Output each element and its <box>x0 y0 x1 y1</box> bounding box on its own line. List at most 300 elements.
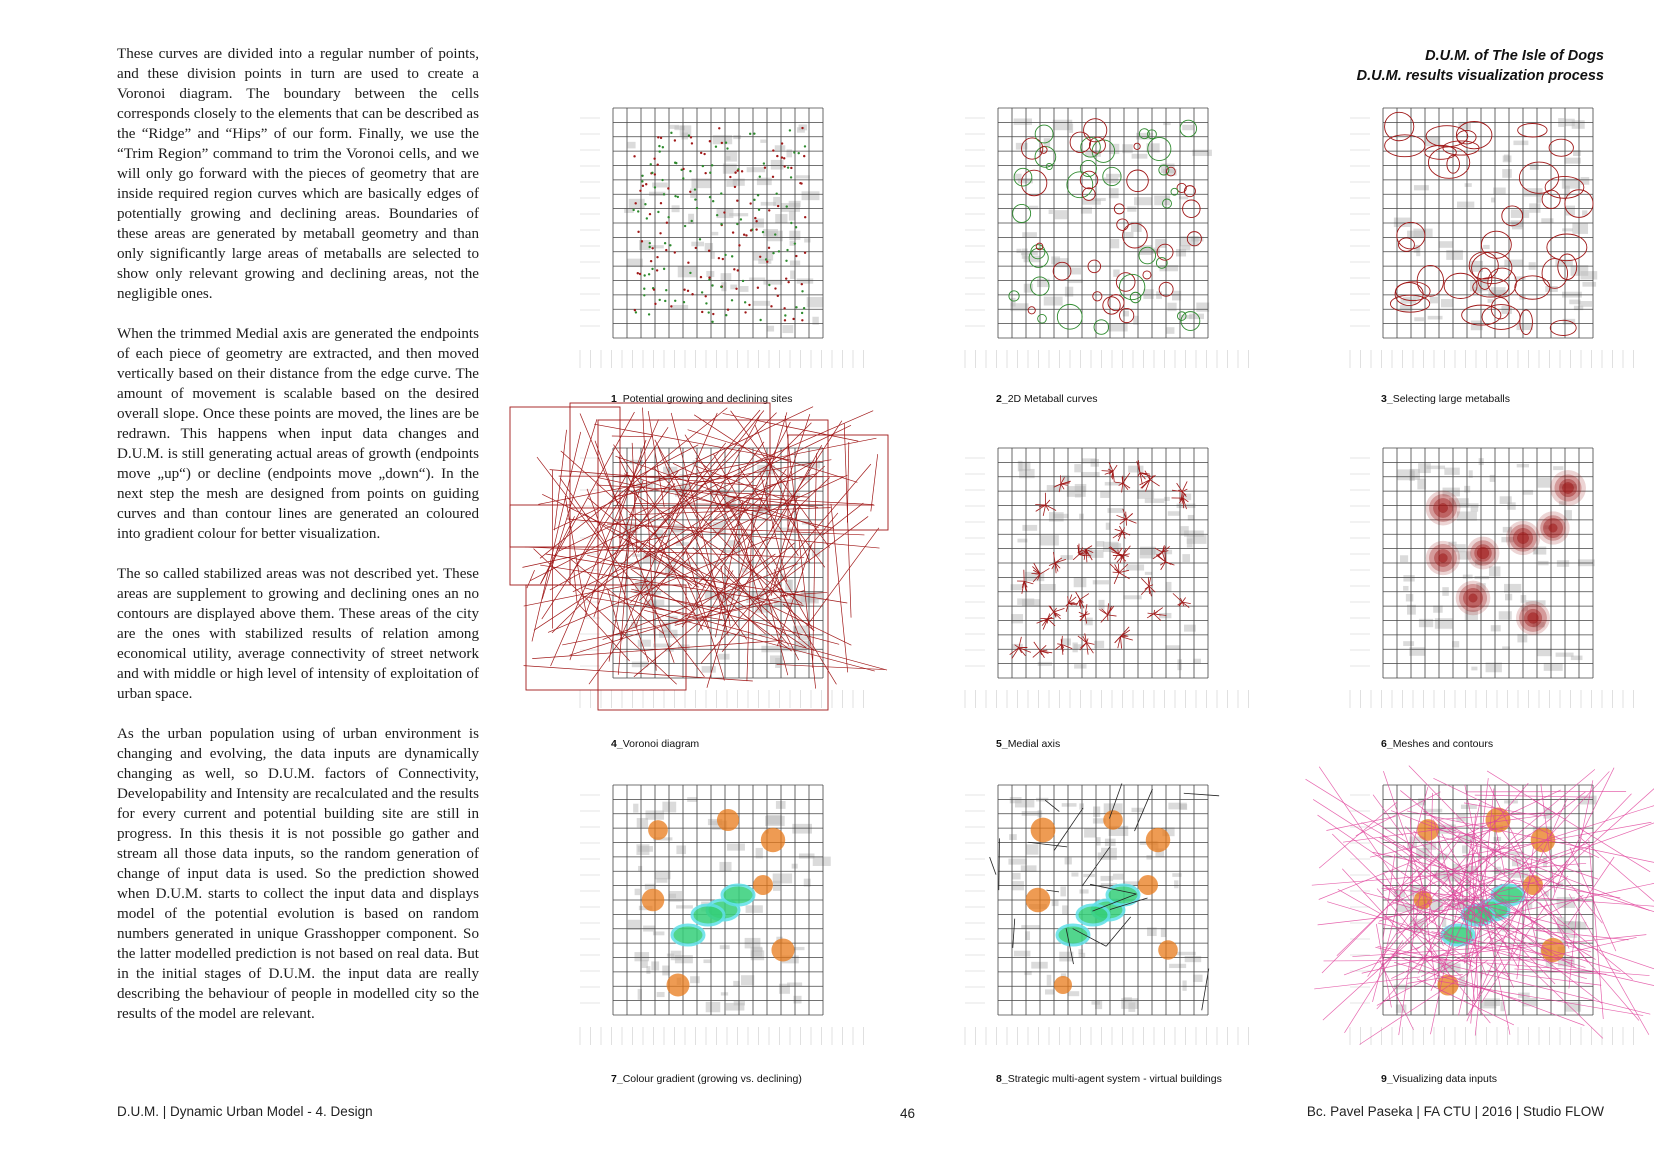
site-dot <box>649 213 651 215</box>
site-dot <box>801 319 803 321</box>
site-dot <box>665 289 667 291</box>
site-dot <box>659 232 661 234</box>
site-dot <box>634 202 636 204</box>
building-footprint <box>1541 218 1553 223</box>
building-footprint <box>1484 998 1500 1006</box>
site-dot <box>641 180 643 182</box>
building-footprint <box>1557 560 1569 567</box>
data-input-line <box>1319 858 1422 900</box>
medial-axis-line <box>1120 636 1121 648</box>
site-dot <box>694 198 696 200</box>
site-dot <box>754 217 756 219</box>
panel-8-drawing <box>963 782 1263 1062</box>
building-footprint <box>1457 202 1474 208</box>
building-footprint <box>1499 611 1512 619</box>
building-footprint <box>635 889 640 895</box>
declining-area <box>642 889 665 912</box>
site-dot <box>715 145 717 147</box>
building-footprint <box>1545 286 1557 292</box>
site-dot <box>674 300 676 302</box>
medial-axis-line <box>1141 578 1149 586</box>
panel-2-label: 2D Metaball curves <box>1007 393 1098 405</box>
building-footprint <box>1146 855 1152 859</box>
site-dot <box>654 173 656 175</box>
site-dot <box>755 220 757 222</box>
building-footprint <box>1502 169 1512 178</box>
building-footprint <box>782 325 793 333</box>
voronoi-edge <box>562 602 779 645</box>
site-dot <box>720 286 722 288</box>
building-footprint <box>1126 564 1144 570</box>
metaball-curve <box>1117 219 1129 231</box>
building-footprint <box>1483 245 1490 249</box>
declining-area <box>1026 888 1051 913</box>
building-footprint <box>1081 472 1100 477</box>
medial-axis-line <box>1123 477 1127 483</box>
building-footprint <box>1138 245 1152 255</box>
site-dot <box>718 127 720 129</box>
site-dot <box>803 155 805 157</box>
building-footprint <box>802 191 820 200</box>
large-metaball <box>1481 231 1511 258</box>
site-dot <box>712 200 714 202</box>
declining-area <box>753 875 773 895</box>
medial-axis-line <box>1110 564 1119 573</box>
site-dot <box>759 319 761 321</box>
agent-link <box>1046 890 1059 892</box>
building-footprint <box>1132 154 1148 159</box>
building-footprint <box>790 271 795 279</box>
building-footprint <box>1045 989 1054 994</box>
site-dot <box>656 269 658 271</box>
site-dot <box>669 244 671 246</box>
panel-3-caption <box>1381 393 1510 405</box>
site-dot <box>804 252 806 254</box>
site-dot <box>758 209 760 211</box>
building-footprint <box>649 245 664 248</box>
building-footprint <box>1021 865 1037 871</box>
voronoi-cell <box>788 435 888 530</box>
contour-ring <box>1439 554 1448 563</box>
panel-3-label: Selecting large metaballs <box>1392 393 1511 405</box>
large-metaball <box>1547 234 1587 261</box>
site-dot <box>804 145 806 147</box>
site-dot <box>792 318 794 320</box>
building-footprint <box>636 844 649 855</box>
building-footprint <box>1039 535 1058 545</box>
building-footprint <box>1185 956 1202 962</box>
building-footprint <box>1403 641 1414 646</box>
growing-area <box>722 885 754 905</box>
building-footprint <box>1068 279 1082 283</box>
building-footprint <box>1406 594 1413 602</box>
site-dot <box>801 283 803 285</box>
site-dot <box>650 163 652 165</box>
building-footprint <box>657 992 665 997</box>
building-footprint <box>1168 511 1180 516</box>
large-metaball <box>1520 310 1533 335</box>
building-footprint <box>632 662 648 668</box>
building-footprint <box>1433 606 1442 613</box>
medial-axis-line <box>1073 555 1079 560</box>
building-footprint <box>1582 282 1596 287</box>
building-footprint <box>1011 584 1024 590</box>
site-dot <box>682 177 684 179</box>
building-footprint <box>1093 806 1100 816</box>
site-dot <box>787 166 789 168</box>
site-dot <box>731 299 733 301</box>
metaball-curve <box>1067 172 1093 198</box>
data-input-line <box>1343 813 1560 842</box>
panel-3-drawing <box>1348 105 1648 385</box>
building-footprint <box>766 815 781 825</box>
building-footprint <box>1079 514 1084 519</box>
declining-area <box>1103 810 1123 830</box>
contour-ring <box>1562 482 1573 493</box>
site-dot <box>702 165 704 167</box>
medial-axis-line <box>1165 552 1166 562</box>
panel-8-number: 8_ <box>996 1073 1008 1085</box>
site-dot <box>663 268 665 270</box>
building-footprint <box>740 286 749 292</box>
contour-ring <box>1517 532 1528 543</box>
building-footprint <box>726 156 730 160</box>
site-dot <box>775 193 777 195</box>
declining-area <box>717 809 739 831</box>
site-dot <box>789 129 791 131</box>
site-dot <box>696 207 698 209</box>
declining-area <box>1031 818 1056 843</box>
building-footprint <box>1580 271 1597 279</box>
building-footprint <box>1465 183 1472 187</box>
site-dot <box>670 305 672 307</box>
panel-2-caption <box>996 393 1098 405</box>
site-dot <box>759 176 761 178</box>
site-dot <box>666 222 668 224</box>
data-input-line <box>1569 894 1649 1035</box>
building-footprint <box>1127 206 1136 211</box>
site-dot <box>801 127 803 129</box>
building-footprint <box>702 666 716 673</box>
metaball-curve <box>1057 304 1082 329</box>
data-input-line <box>1475 795 1593 797</box>
site-dot <box>633 155 635 157</box>
voronoi-edge <box>644 610 875 671</box>
site-dot <box>657 211 659 213</box>
declining-area <box>1054 976 1072 994</box>
site-dot <box>667 216 669 218</box>
agent-link <box>1054 808 1083 850</box>
site-dot <box>777 205 779 207</box>
contour-ring <box>1469 594 1477 602</box>
site-dot <box>768 209 770 211</box>
metaball-curve <box>1143 271 1151 279</box>
site-dot <box>734 171 736 173</box>
site-dot <box>734 186 736 188</box>
panel-8-label: Strategic multi-agent system - virtual buildings <box>1007 1073 1222 1085</box>
voronoi-edge <box>613 445 746 640</box>
building-footprint <box>1161 928 1167 937</box>
medial-axis-line <box>1010 648 1019 655</box>
medial-axis-line <box>1173 593 1182 602</box>
building-footprint <box>1504 800 1518 803</box>
building-footprint <box>1061 555 1073 560</box>
building-footprint <box>1074 464 1081 472</box>
site-dot <box>801 312 803 314</box>
site-dot <box>691 293 693 295</box>
building-footprint <box>1505 594 1512 601</box>
site-dot <box>682 168 684 170</box>
building-footprint <box>1068 268 1081 275</box>
site-dot <box>790 222 792 224</box>
building-footprint <box>1501 306 1511 314</box>
site-dot <box>643 294 645 296</box>
building-footprint <box>1462 845 1467 853</box>
building-footprint <box>1069 124 1073 133</box>
building-footprint <box>676 845 686 854</box>
building-footprint <box>773 873 792 883</box>
panel-5-caption <box>996 738 1060 750</box>
building-footprint <box>1517 634 1527 642</box>
building-footprint <box>1439 241 1453 248</box>
building-footprint <box>712 232 719 236</box>
site-dot <box>772 252 774 254</box>
site-dot <box>764 167 766 169</box>
voronoi-edge <box>532 432 581 642</box>
medial-axis-line <box>1076 592 1080 600</box>
site-dot <box>757 194 759 196</box>
panel-2 <box>963 105 1263 450</box>
site-dot <box>637 272 639 274</box>
site-dot <box>801 290 803 292</box>
building-footprint <box>1180 804 1187 810</box>
medial-axis-line <box>1145 471 1150 480</box>
building-footprint <box>1430 297 1438 304</box>
medial-axis-line <box>1126 514 1132 520</box>
medial-axis-line <box>1113 465 1117 471</box>
building-footprint <box>1193 659 1201 664</box>
site-dot <box>785 260 787 262</box>
panel-7-number: 7_ <box>611 1073 623 1085</box>
building-footprint <box>1052 900 1059 906</box>
building-footprint <box>1145 572 1152 575</box>
building-footprint <box>706 271 714 277</box>
medial-axis-line <box>1040 568 1049 574</box>
building-footprint <box>1068 991 1080 996</box>
building-footprint <box>1428 316 1443 320</box>
building-footprint <box>655 871 671 880</box>
agent-link <box>1045 800 1059 811</box>
site-dot <box>662 146 664 148</box>
medial-axis-line <box>1046 500 1050 505</box>
site-dot <box>736 200 738 202</box>
declining-area <box>1138 875 1158 895</box>
site-dot <box>774 287 776 289</box>
building-footprint <box>1529 203 1540 212</box>
building-footprint <box>797 278 814 283</box>
site-dot <box>766 261 768 263</box>
site-dot <box>670 132 672 134</box>
building-footprint <box>767 326 775 332</box>
site-dot <box>785 277 787 279</box>
site-dot <box>651 247 653 249</box>
building-footprint <box>1513 141 1528 146</box>
voronoi-edge <box>844 423 851 618</box>
panel-8 <box>963 782 1263 1127</box>
building-footprint <box>1521 595 1527 603</box>
footer-left: D.U.M. | Dynamic Urban Model - 4. Design <box>117 1104 373 1119</box>
site-dot <box>741 170 743 172</box>
building-footprint <box>1572 223 1588 234</box>
building-footprint <box>1164 497 1170 501</box>
site-dot <box>768 247 770 249</box>
site-dot <box>772 176 774 178</box>
building-footprint <box>1530 163 1539 169</box>
building-footprint <box>1181 245 1190 250</box>
large-metaball <box>1518 124 1547 137</box>
medial-axis-line <box>1182 598 1185 603</box>
site-dot <box>677 196 679 198</box>
building-footprint <box>1022 249 1028 259</box>
building-footprint <box>760 139 766 142</box>
site-dot <box>716 214 718 216</box>
building-footprint <box>786 149 792 157</box>
agent-link <box>999 838 1000 890</box>
panel-5-label: Medial axis <box>1007 738 1061 750</box>
site-dot <box>776 155 778 157</box>
site-dot <box>664 300 666 302</box>
site-dot <box>667 187 669 189</box>
site-dot <box>725 314 727 316</box>
site-dot <box>701 291 703 293</box>
building-footprint <box>1014 951 1030 957</box>
site-dot <box>705 295 707 297</box>
site-dot <box>644 203 646 205</box>
site-dot <box>748 304 750 306</box>
building-footprint <box>1463 575 1473 579</box>
metaball-curve <box>1119 274 1144 299</box>
contour-ring <box>1549 524 1557 532</box>
building-footprint <box>727 844 745 851</box>
voronoi-edge <box>813 453 817 667</box>
site-dot <box>753 132 755 134</box>
building-footprint <box>753 301 770 306</box>
panel-9-caption <box>1381 1073 1497 1085</box>
building-footprint <box>1442 918 1446 927</box>
building-footprint <box>1504 584 1521 593</box>
panel-2-drawing <box>963 105 1263 385</box>
voronoi-edge <box>831 504 848 672</box>
site-dot <box>732 231 734 233</box>
building-footprint <box>1425 137 1440 146</box>
panel-6 <box>1348 445 1648 790</box>
site-dot <box>659 299 661 301</box>
site-dot <box>795 255 797 257</box>
agent-link <box>990 857 996 875</box>
medial-axis-line <box>1101 615 1108 623</box>
data-input-line <box>1561 768 1614 876</box>
site-dot <box>757 287 759 289</box>
site-dot <box>763 162 765 164</box>
metaball-curve <box>1134 143 1140 149</box>
medial-axis-line <box>1141 586 1149 595</box>
site-dot <box>708 276 710 278</box>
building-footprint <box>627 142 635 149</box>
growing-area <box>1077 905 1109 925</box>
site-dot <box>759 256 761 258</box>
site-dot <box>654 303 656 305</box>
panel-8-caption <box>996 1073 1222 1085</box>
site-dot <box>651 172 653 174</box>
building-footprint <box>1557 897 1576 908</box>
site-dot <box>749 133 751 135</box>
medial-axis-line <box>1069 603 1075 604</box>
site-dot <box>663 193 665 195</box>
site-dot <box>799 182 801 184</box>
site-dot <box>687 261 689 263</box>
medial-axis-line <box>1080 594 1089 600</box>
building-footprint <box>1100 491 1109 498</box>
building-footprint <box>1187 535 1207 544</box>
grid-ticks <box>580 118 864 368</box>
building-footprint <box>1098 600 1104 610</box>
building-footprint <box>1101 876 1114 881</box>
site-dot <box>642 185 644 187</box>
metaball-curve <box>1028 307 1035 314</box>
building-footprint <box>1071 872 1078 876</box>
data-input-line <box>1552 861 1566 900</box>
panel-9 <box>1348 782 1648 1127</box>
building-footprint <box>813 857 831 866</box>
building-footprint <box>1098 852 1117 859</box>
building-footprint <box>787 982 802 986</box>
building-footprint <box>706 1002 721 1012</box>
building-footprint <box>1049 209 1053 214</box>
site-dot <box>664 242 666 244</box>
building-footprint <box>662 966 669 976</box>
building-footprint <box>1511 209 1529 217</box>
medial-axis-line <box>1035 505 1045 506</box>
site-dot <box>651 268 653 270</box>
panel-1-drawing <box>578 105 878 385</box>
building-footprint <box>1011 614 1023 623</box>
building-footprint <box>1537 649 1552 656</box>
site-dot <box>637 210 639 212</box>
metaball-curve <box>1040 146 1047 153</box>
large-metaball <box>1428 147 1469 178</box>
site-dot <box>695 247 697 249</box>
declining-area <box>1146 828 1170 852</box>
building-footprint <box>1014 118 1032 125</box>
site-dot <box>768 284 770 286</box>
site-dot <box>737 169 739 171</box>
building-footprint <box>1414 317 1424 321</box>
data-input-line <box>1332 834 1400 902</box>
declining-area <box>771 938 794 961</box>
building-footprint <box>1403 586 1408 591</box>
page-number: 46 <box>900 1106 916 1121</box>
medial-axis-line <box>1108 615 1117 616</box>
building-footprint <box>796 175 810 178</box>
building-footprint <box>1096 837 1100 845</box>
site-dot <box>674 162 676 164</box>
building-footprint <box>1196 303 1209 312</box>
panel-9-number: 9_ <box>1381 1073 1393 1085</box>
site-dot <box>684 225 686 227</box>
site-dot <box>709 172 711 174</box>
data-input-line <box>1589 840 1603 1019</box>
site-dot <box>708 311 710 313</box>
